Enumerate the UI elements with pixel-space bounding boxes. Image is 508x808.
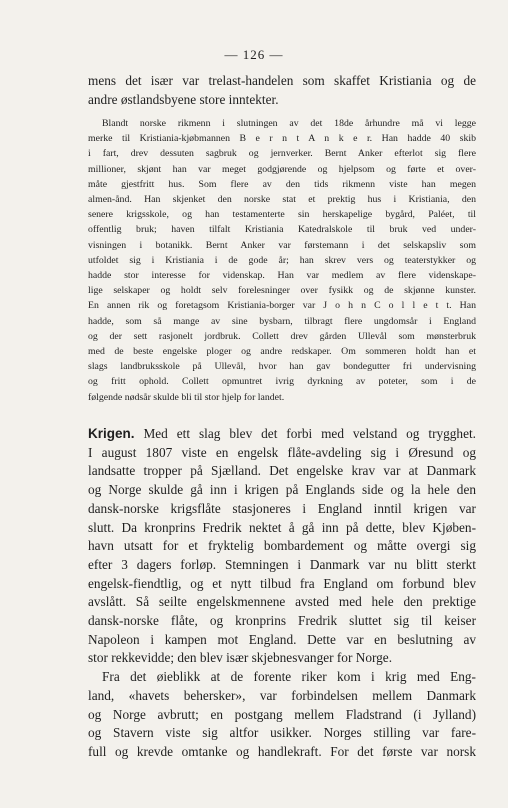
text-line: og Stavern viste sig altfor usikker. Norges stilling var fare- — [88, 725, 476, 741]
text-line: hadde stor interesse for videnskap. Han var medlem av flere videnskape- — [88, 270, 476, 282]
text-line: og Norge avbrutt; en postgang mellem Fladstrand (i Jylland) — [88, 706, 476, 722]
text-line: mens det især var trelast-handelen som skaffet Kristiania og de — [88, 73, 476, 88]
text-line: slutt. Da kronprins Fredrik nektet å gå inn på dette, blev Kjøben- — [88, 519, 476, 535]
text-line: full og krevde omtanke og handlekraft. For det første var norsk — [88, 743, 476, 759]
text-line: En annen rik og foretagsom Kristiania-borger var J o h n C o l l e t t. Han — [88, 300, 476, 312]
text-line: Blandt norske rikmenn i slutningen av det 18de århundre må vi legge — [102, 118, 476, 129]
text-line: almen-ånd. Han skjenket den norske stat et prektig hus i Kristiania, den — [88, 194, 476, 206]
text-line: dansk-norske krigsflåte stasjoneres i England inntil krigen var — [88, 500, 476, 516]
text-line: andre østlandsbyene store inntekter. — [88, 91, 279, 107]
text-line: avslått. Så seilte engelskmennene avsted med hele den prektige — [88, 594, 476, 610]
text-line: efter 3 dagers forløp. Stemningen i Danmark var nu blitt sterkt — [88, 556, 476, 572]
text-line: stor rekkevidde; den blev især skjebnesvanger for Norge. — [88, 650, 393, 666]
text-line: måte gjestfritt hus. Som flere av den tids rikmenn viste han megen — [88, 178, 476, 190]
text-line: og Norge skulde gå inn i krigen på Englands side og la hele den — [88, 482, 476, 498]
text-line: merke til Kristiania-kjøbmannen B e r n t A n k e r. Han hadde 40 skib — [88, 133, 476, 145]
section-heading: Krigen. — [88, 426, 135, 441]
text-line: Napoleon i kampen mot England. Dette var en beslutning av — [88, 631, 476, 647]
page-number: — 126 — — [224, 47, 284, 62]
text-line: I august 1807 viste en engelsk flåte-avdeling sig i Øresund og — [88, 444, 476, 460]
text-line: utfoldet sig i Kristiania i de gode år; han skrev vers og teaterstykker og — [88, 254, 476, 266]
text-line: og der sett rasjonelt jordbruk. Collett drev gården Ullevål som mønsterbruk — [88, 330, 476, 342]
small-print-paragraph — [88, 116, 476, 405]
text-line: Med ett slag blev det forbi med velstand og trygghet. — [143, 426, 476, 441]
text-line: offentlig bruk; haven tilfalt Kristiania Katedralskole til bruk ved under- — [88, 224, 476, 236]
text-line: dansk-norske flåte, og kronprins Fredrik sluttet sig til keiser — [88, 613, 476, 629]
text-line: følgende nødsår skulde bli til stor hjelp for landet. — [88, 391, 285, 403]
intro-paragraph — [88, 72, 476, 109]
section-krigen — [88, 425, 476, 762]
text-line: havn utsatt for et fryktelig bombardement og måtte overgi sig — [88, 538, 476, 554]
text-line: millioner, skjønt han var meget godgjørende og hjelpsom og førte et over- — [88, 163, 476, 175]
text-line: slags landbruksskole på Ullevål, hvor han gav bondegutter fri undervisning — [88, 361, 476, 373]
text-line: engelsk-fiendtlig, og et nytt tilbud fra England om forbund blev — [88, 575, 476, 591]
text-line: med de beste engelske ploger og andre redskaper. Om sommeren holdt han et — [88, 346, 476, 358]
text-line: i fart, drev dessuten sagbruk og jernverker. Bernt Anker efterlot sig flere — [88, 148, 476, 160]
text-line: landsatte tropper på Sjælland. Det engelske krav var at Danmark — [88, 463, 476, 479]
text-line: senere krigsskole, og han testamenterte sin herskapelige bygård, Paléet, til — [88, 209, 476, 221]
text-line: hadde, som så mange av sine bysbarn, tilbragt flere ungdomsår i England — [88, 315, 476, 327]
text-line: land, «havets behersker», var forbindelsen mellem Danmark — [88, 687, 476, 703]
text-line: og fritt ophold. Collett opmuntret ivrig dyrkning av poteter, som i de — [88, 376, 476, 388]
text-line: Fra det øieblikk at de forente riker kom i krig med Eng- — [102, 669, 476, 685]
text-line: lige selskaper og holdt selv forelesninger over fysikk og de skjønne kunster. — [88, 285, 476, 297]
text-line: visningen i botanikk. Bernt Anker var førstemann i det selskapsliv som — [88, 239, 476, 251]
